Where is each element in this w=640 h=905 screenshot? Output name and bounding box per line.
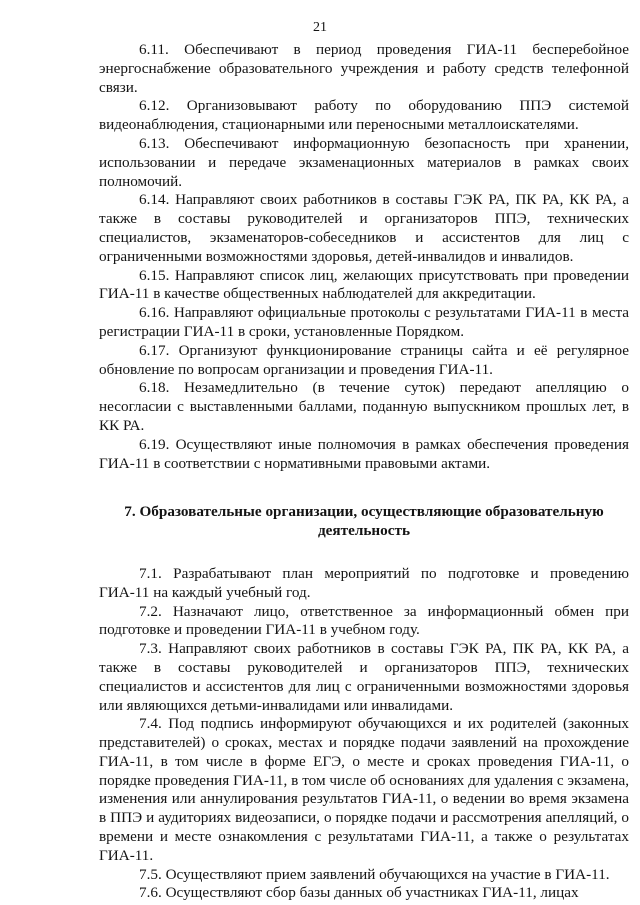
paragraph-6-18 [99, 379, 629, 435]
paragraph-7-5 [99, 866, 629, 885]
paragraph-7-6 [99, 884, 629, 903]
paragraph-7-3 [99, 640, 629, 715]
paragraph-6-13 [99, 135, 629, 191]
paragraph-6-14 [99, 191, 629, 266]
item-number: 7.5. [139, 865, 162, 883]
items-section-7 [99, 565, 629, 903]
item-text: Организуют функционирование страницы сайта и её регулярное обновление по вопросам организации и проведения ГИА-11. [99, 341, 630, 378]
item-text: Обеспечивают в период проведения ГИА-11 бесперебойное энергоснабжение образовательного учреждения и работу средств телефонной связи. [99, 41, 630, 96]
item-text: Направляют своих работников в составы ГЭК РА, ПК РА, КК РА, а также в составы руководителей и организаторов ППЭ, технических специалистов, экзаменаторов-собеседников и ассистентов для лиц с ограниченными возможностями здоровья, детей-инвалидов и инвалидов. [99, 191, 630, 265]
page-number: 21 [313, 20, 327, 35]
paragraph-6-15 [99, 267, 629, 305]
item-number: 6.17. [139, 341, 170, 359]
item-text: Направляют официальные протоколы с результатами ГИА-11 в места регистрации ГИА-11 в сроки, установленные Порядком. [99, 304, 630, 340]
paragraph-7-1 [99, 565, 629, 603]
item-number: 7.4. [139, 715, 162, 733]
item-number: 7.2. [139, 602, 162, 620]
item-text: Осуществляют сбор базы данных об участниках ГИА-11, лицах [165, 884, 579, 902]
section-heading: 7. Образовательные организации, осуществляющие образовательную деятельность [124, 503, 604, 540]
item-number: 7.3. [139, 640, 162, 658]
document-body [99, 41, 629, 903]
item-number: 7.6. [139, 884, 162, 902]
paragraph-6-19 [99, 436, 629, 474]
item-text: Под подпись информируют обучающихся и их родителей (законных представителей) о сроках, местах и порядке подачи заявлений на прохождение ГИА-11, в том числе в форме ЕГЭ, о месте и сроках проведения ГИА-11, о порядке проведения ГИА-11, в том числе об основаниях для удаления с экзамена, изменения или аннулирования результатов ГИА-11, о ведении во время экзамена в ППЭ и аудиториях видеозаписи, о порядке подачи и рассмотрения апелляций, о времени и месте ознакомления с результатами ГИА-11, а также о результатах ГИА-11. [99, 715, 630, 864]
item-number: 6.19. [139, 435, 170, 453]
item-text: Незамедлительно (в течение суток) передают апелляцию о несогласии с выставленными баллами, поданную выпускником прошлых лет, в КК РА. [99, 379, 629, 434]
items-section-6 [99, 41, 629, 473]
paragraph-6-12 [99, 97, 629, 135]
item-text: Назначают лицо, ответственное за информационный обмен при подготовке и проведении ГИА-11 в учебном году. [99, 602, 629, 639]
paragraph-7-4 [99, 715, 629, 865]
paragraph-6-11 [99, 41, 629, 97]
item-text: Направляют своих работников в составы ГЭК РА, ПК РА, КК РА, а также в составы руководителей и организаторов ППЭ, технических специалистов и ассистентов для лиц с ограниченными возможностями здоровья или являющихся детьми-инвалидами или инвалидами. [99, 640, 629, 714]
item-text: Обеспечивают информационную безопасность при хранении, использовании и передаче экзаменационных материалов в рамках своих полномочий. [99, 134, 629, 190]
item-text: Осуществляют прием заявлений обучающихся на участие в ГИА-11. [165, 865, 610, 883]
item-number: 6.16. [139, 304, 170, 322]
item-text: Направляют список лиц, желающих присутствовать при проведении ГИА-11 в качестве общественных наблюдателей для аккредитации. [99, 266, 629, 303]
item-text: Осуществляют иные полномочия в рамках обеспечения проведения ГИА-11 в соответствии с нормативными правовыми актами. [99, 435, 630, 472]
item-text: Организовывают работу по оборудованию ППЭ системой видеонаблюдения, стационарными или переносными металлоискателями. [99, 97, 630, 134]
item-number: 6.18. [139, 379, 170, 397]
item-number: 6.11. [139, 41, 169, 58]
paragraph-6-16 [99, 304, 629, 342]
paragraph-7-2 [99, 603, 629, 641]
item-number: 6.13. [139, 134, 170, 152]
item-number: 7.1. [139, 564, 162, 582]
item-number: 6.12. [139, 97, 170, 115]
item-number: 6.15. [139, 266, 170, 284]
item-number: 6.14. [139, 191, 170, 209]
item-text: Разрабатывают план мероприятий по подготовке и проведению ГИА-11 на каждый учебный год. [99, 564, 630, 601]
paragraph-6-17 [99, 342, 629, 380]
